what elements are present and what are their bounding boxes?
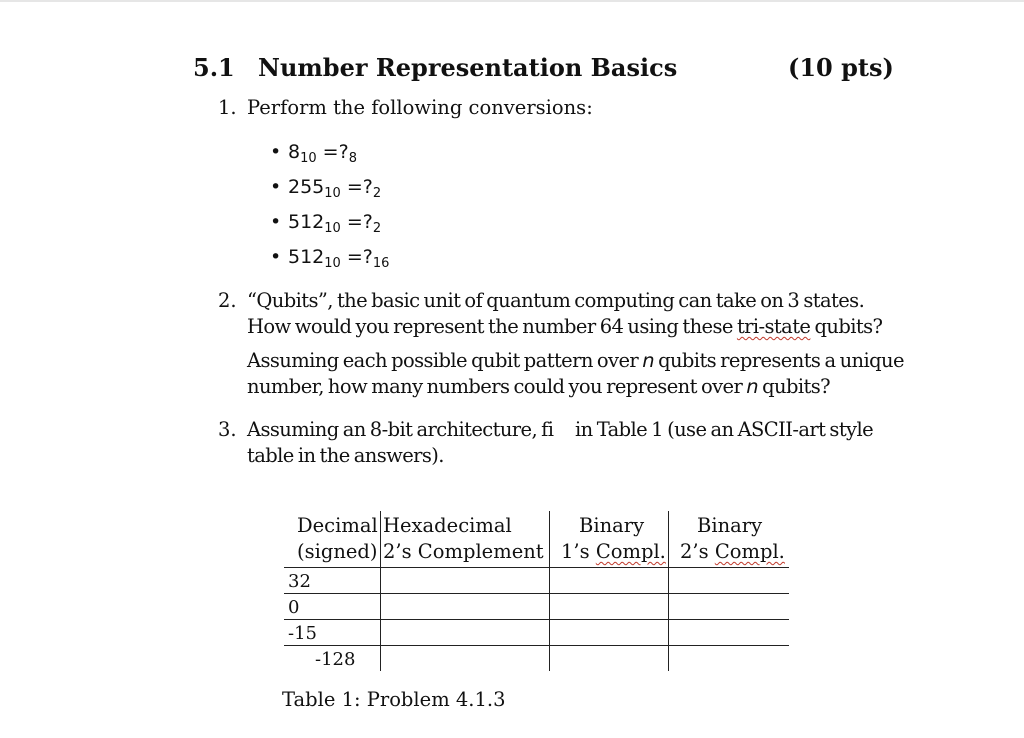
q3-line-1a: Assuming an 8-bit architecture, fi bbox=[247, 418, 554, 441]
q3-line-1b: in Table 1 (use an ASCII-art style bbox=[575, 418, 874, 441]
header-ones-compl: 1’s Compl. bbox=[561, 540, 666, 563]
row-value-0: 0 bbox=[288, 597, 300, 618]
table-hline-header bbox=[284, 567, 789, 568]
q1-item-2: • $255_{10}$ $=?_2$ bbox=[270, 176, 382, 201]
q1-number: 1. bbox=[218, 96, 237, 119]
row-value-minus-15: -15 bbox=[288, 623, 317, 644]
table-hline-1 bbox=[284, 593, 789, 594]
q2-line-3: Assuming each possible qubit pattern over n qubits represents a unique bbox=[247, 349, 904, 372]
tri-state-word: tri-state bbox=[736, 315, 811, 338]
header-signed: (signed) bbox=[297, 540, 378, 563]
row-value-32: 32 bbox=[288, 571, 311, 592]
row-value-minus-128: -128 bbox=[315, 649, 356, 670]
table-hline-3 bbox=[284, 645, 789, 646]
header-binary-2: Binary bbox=[697, 514, 763, 537]
header-binary-1: Binary bbox=[579, 514, 645, 537]
q2-line-1: “Qubits”, the basic unit of quantum computing can take on 3 states. bbox=[247, 289, 865, 312]
table-hline-2 bbox=[284, 619, 789, 620]
header-twos-complement: 2’s Complement bbox=[383, 540, 544, 563]
q3-line-2: table in the answers). bbox=[247, 444, 444, 467]
header-decimal: Decimal bbox=[297, 514, 378, 537]
q1-item-3: • $512_{10}$ $=?_2$ bbox=[270, 211, 382, 236]
section-title: Number Representation Basics bbox=[258, 53, 678, 82]
q1-item-4: • $512_{10}$ $=?_{16}$ bbox=[270, 246, 390, 271]
q2-line-2: How would you represent the number 64 using these tri-state qubits? bbox=[247, 315, 883, 338]
q2-number: 2. bbox=[218, 289, 237, 312]
section-points: (10 pts) bbox=[788, 53, 894, 82]
top-border bbox=[0, 0, 1024, 2]
q1-item-1: • $8_{10}$ $=?_8$ bbox=[270, 141, 357, 166]
table-vline-3 bbox=[668, 511, 669, 671]
table-vline-1 bbox=[380, 511, 381, 671]
table-vline-2 bbox=[549, 511, 550, 671]
q2-line-4: number, how many numbers could you represent over n qubits? bbox=[247, 375, 830, 398]
conversion-table bbox=[284, 511, 789, 671]
section-number: 5.1 bbox=[193, 53, 235, 82]
header-hexadecimal: Hexadecimal bbox=[383, 514, 512, 537]
q3-number: 3. bbox=[218, 418, 237, 441]
table-caption: Table 1: Problem 4.1.3 bbox=[282, 688, 506, 711]
q1-text: Perform the following conversions: bbox=[247, 96, 593, 119]
header-twos-compl: 2’s Compl. bbox=[680, 540, 785, 563]
